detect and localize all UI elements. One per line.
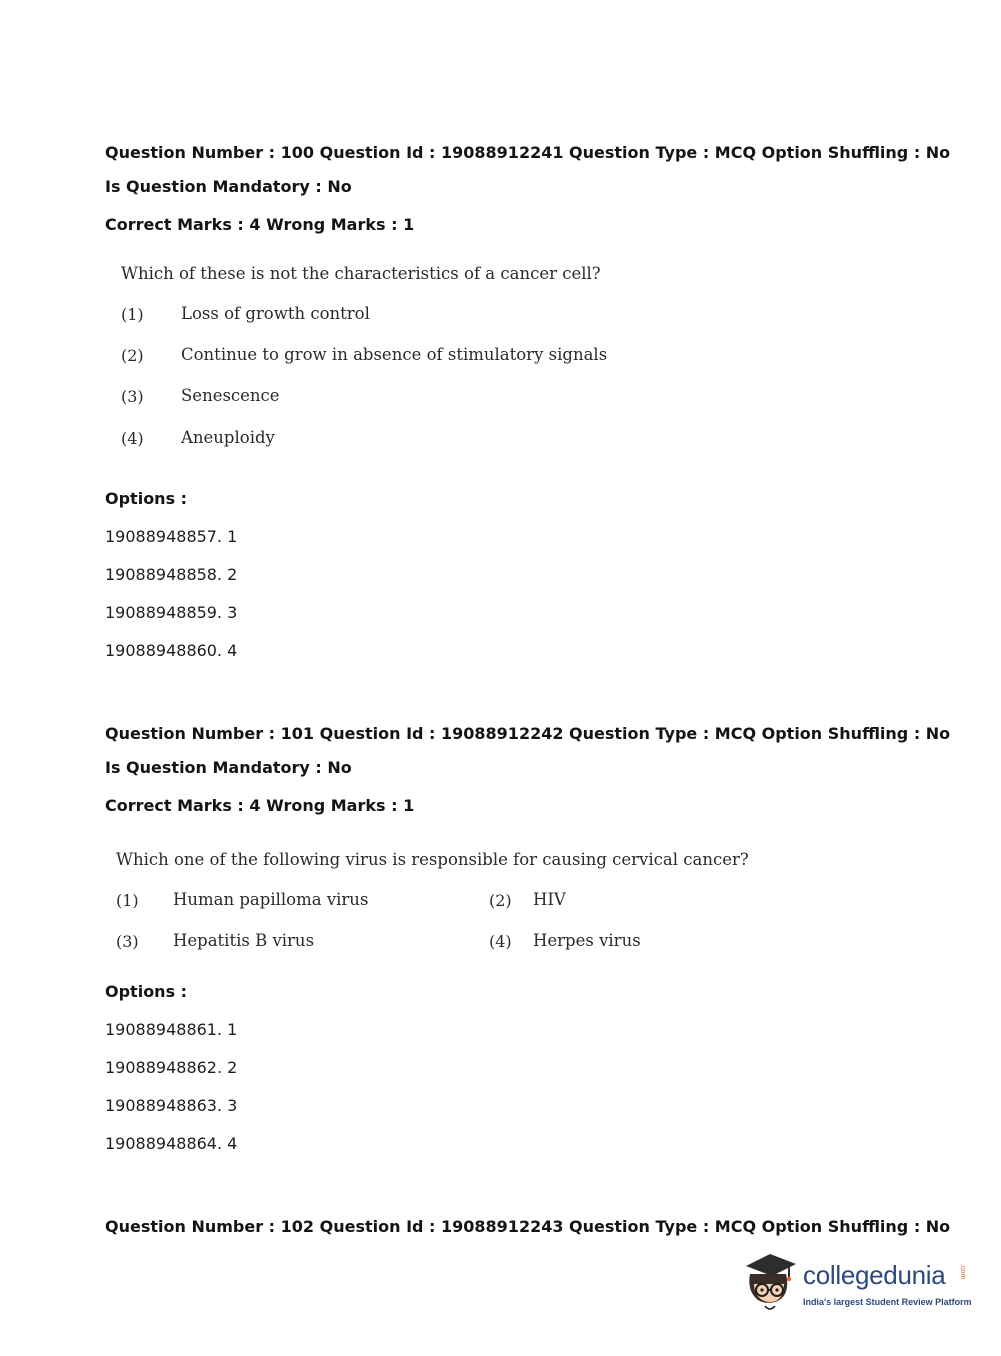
question-100-meta: Question Number : 100 Question Id : 19088912241 Question Type : MCQ Option Shuffling : No (105, 143, 951, 162)
choice-text: Hepatitis B virus (173, 931, 315, 950)
question-101-mandatory: Is Question Mandatory : No (105, 758, 352, 777)
choice-text: Loss of growth control (181, 304, 370, 323)
option-id: 19088948864. 4 (105, 1134, 238, 1153)
choice-number: (2) (489, 891, 512, 910)
options-heading: Options : (105, 489, 188, 508)
option-id: 19088948860. 4 (105, 641, 238, 660)
option-id: 19088948857. 1 (105, 527, 238, 546)
option-id: 19088948861. 1 (105, 1020, 238, 1039)
question-100-text: Which of these is not the characteristics of a cancer cell? (121, 264, 601, 283)
question-102-meta: Question Number : 102 Question Id : 19088912243 Question Type : MCQ Option Shuffling : No (105, 1217, 951, 1236)
choice-text: Continue to grow in absence of stimulatory signals (181, 345, 608, 364)
choice-text: Human papilloma virus (173, 890, 369, 909)
choice-text: Aneuploidy (181, 428, 275, 447)
choice-number: (4) (121, 429, 144, 448)
choice-number: (1) (121, 305, 144, 324)
collegedunia-logo (740, 1250, 970, 1320)
options-heading: Options : (105, 982, 188, 1001)
choice-number: (3) (121, 387, 144, 406)
choice-text: Herpes virus (533, 931, 641, 950)
choice-number: (1) (116, 891, 139, 910)
logo-tagline: India's largest Student Review Platform (803, 1297, 972, 1307)
question-100-marks: Correct Marks : 4 Wrong Marks : 1 (105, 215, 415, 234)
choice-number: (2) (121, 346, 144, 365)
question-101-text: Which one of the following virus is responsible for causing cervical cancer? (116, 850, 749, 869)
choice-number: (3) (116, 932, 139, 951)
mascot-icon (740, 1250, 802, 1316)
option-id: 19088948863. 3 (105, 1096, 238, 1115)
choice-text: Senescence (181, 386, 280, 405)
option-id: 19088948862. 2 (105, 1058, 238, 1077)
question-101-meta: Question Number : 101 Question Id : 19088912242 Question Type : MCQ Option Shuffling : No (105, 724, 951, 743)
option-id: 19088948859. 3 (105, 603, 238, 622)
question-101-marks: Correct Marks : 4 Wrong Marks : 1 (105, 796, 415, 815)
choice-number: (4) (489, 932, 512, 951)
logo-wordmark: collegedunia (803, 1260, 946, 1290)
choice-text: HIV (533, 890, 566, 909)
logo-com: .com (959, 1264, 966, 1280)
question-100-mandatory: Is Question Mandatory : No (105, 177, 352, 196)
option-id: 19088948858. 2 (105, 565, 238, 584)
